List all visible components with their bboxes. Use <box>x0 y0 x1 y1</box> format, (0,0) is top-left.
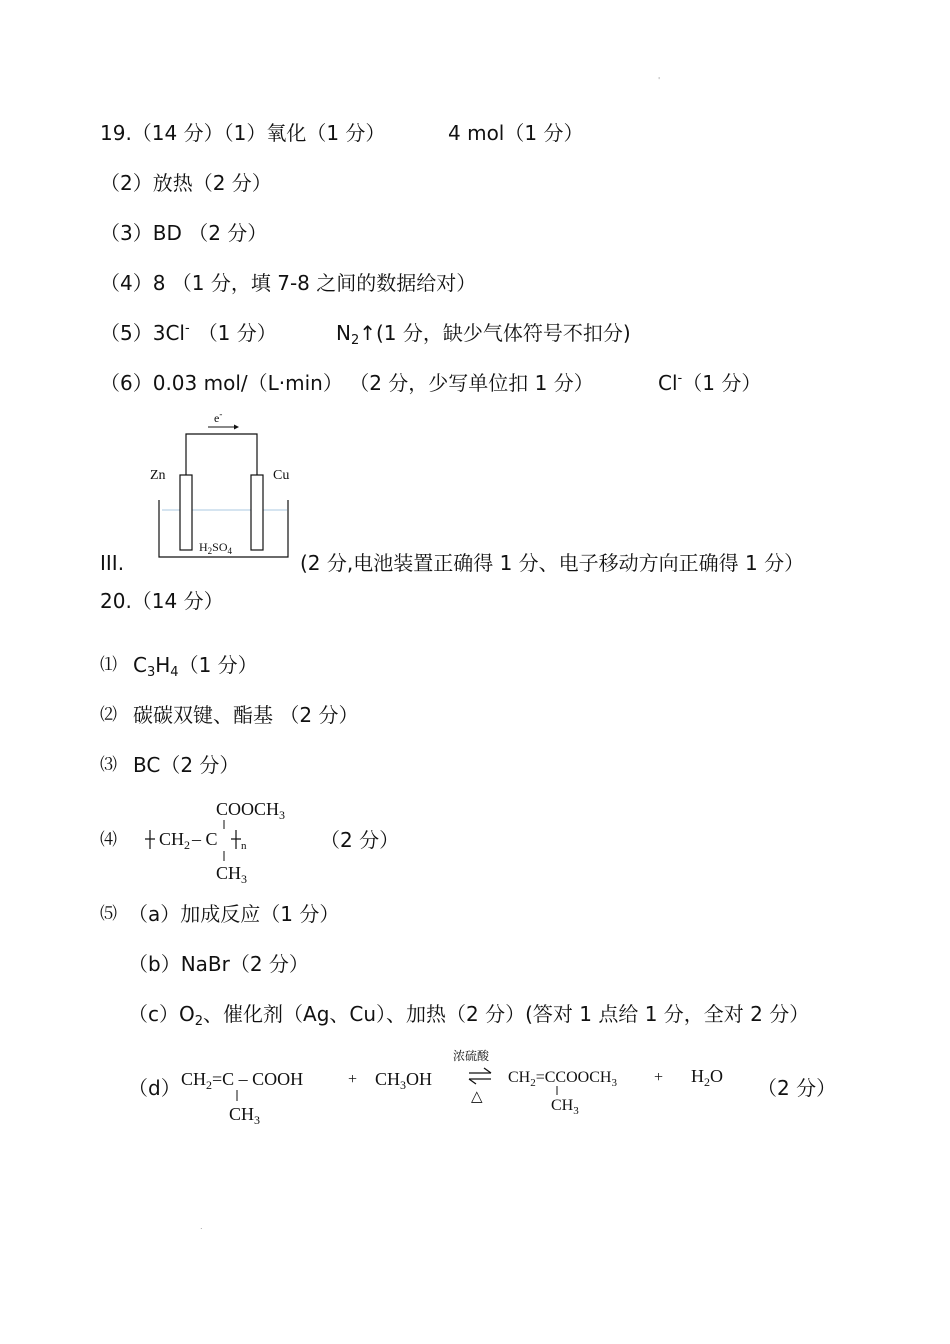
q20-num-5: ⑸ <box>100 904 117 923</box>
q19-part-iii-label: III. <box>100 551 125 575</box>
q20-num-3: ⑶ <box>100 755 117 774</box>
plus-sign-1: + <box>348 1071 358 1088</box>
q19-part6-answer-b: Cl-（1 分） <box>658 371 762 395</box>
q19-part5-answer-a: （5）3Cl- （1 分） <box>100 321 277 345</box>
q19-part1-answer-b: 4 mol（1 分） <box>448 121 584 145</box>
q19-part-iii-score: (2 分,电池装置正确得 1 分、电子移动方向正确得 1 分） <box>300 551 805 575</box>
q19-part3: （3）BD （2 分） <box>100 221 268 245</box>
cu-electrode <box>251 475 263 550</box>
electrolyte-label: $H_2SO_4$ <box>199 540 233 556</box>
plus-sign-2: + <box>654 1069 664 1086</box>
zn-electrode-label: Zn <box>150 468 166 483</box>
q19-part4: （4）8 （1 分，填 7-8 之间的数据给对） <box>100 271 477 295</box>
reactant-methanol: $CH_3OH$ <box>375 1069 433 1092</box>
reactant-methacrylic-acid: $CH_2=C$ – COOH <box>181 1069 304 1092</box>
q20-header: 20.（14 分） <box>100 589 224 613</box>
heat-condition: △ <box>471 1089 483 1105</box>
electron-flow-arrowhead <box>234 425 239 430</box>
polymer-n: n <box>241 840 247 852</box>
catalyst-condition: 浓硫酸 <box>453 1049 490 1063</box>
q20-num-1: ⑴ <box>100 655 117 674</box>
polymer-left-bracket <box>145 830 155 849</box>
q20-part5b: （b）NaBr（2 分） <box>128 952 309 976</box>
reactant-branch-methyl: $CH_3$ <box>229 1104 261 1127</box>
q19-part6-answer-a: （6）0.03 mol/（L·min） （2 分，少写单位扣 1 分） <box>100 371 594 395</box>
q20-part2: 碳碳双键、酯基 （2 分） <box>133 703 359 727</box>
galvanic-cell-diagram <box>140 405 300 565</box>
q20-part4-score: （2 分） <box>320 828 400 852</box>
equilibrium-arrowhead-forward <box>484 1068 491 1073</box>
zn-electrode <box>180 475 192 550</box>
q19-header: 19.（14 分）（1）氧化（1 分） <box>100 121 386 145</box>
product-methyl-methacrylate: $CH_2=CCOOCH_3$ <box>508 1069 617 1089</box>
q20-num-4: ⑷ <box>100 830 117 849</box>
q19-part5-answer-b: $N_2↑(1$ 分，缺少气体符号不扣分) <box>336 321 631 348</box>
cu-electrode-label: Cu <box>273 468 290 483</box>
q20-part1: $C_3H_4(1$ 分） <box>133 653 258 680</box>
scan-mark-bottom: . <box>200 1222 203 1231</box>
polymer-main-chain: $CH_2$ – C <box>159 829 218 852</box>
polymer-top-group: $COOCH_3$ <box>216 799 286 822</box>
external-wire <box>186 434 257 477</box>
q20-part5a: （a）加成反应（1 分） <box>128 902 340 926</box>
esterification-equation <box>175 1040 755 1132</box>
polymer-structure <box>140 795 310 890</box>
product-branch-methyl: $CH_3$ <box>551 1097 579 1117</box>
polymer-bottom-group: $CH_3$ <box>216 863 248 886</box>
q20-part5c: $(c)O_2$、催化剂（Ag、Cu）、加热（2 分）(答对 1 点给 1 分，全对 2 分） <box>128 1002 810 1029</box>
q20-part3: BC（2 分） <box>133 753 240 777</box>
q20-num-2: ⑵ <box>100 705 117 724</box>
q20-part5d-label: （d） <box>128 1076 181 1100</box>
equilibrium-arrowhead-back <box>469 1079 476 1084</box>
scan-mark: ' <box>658 76 661 85</box>
product-water: $H_2O$ <box>691 1066 723 1089</box>
polymer-right-bracket <box>231 830 241 849</box>
electron-label: e- <box>214 409 223 425</box>
q19-part2: （2）放热（2 分） <box>100 171 272 195</box>
q20-part5d-score: （2 分） <box>757 1076 837 1100</box>
